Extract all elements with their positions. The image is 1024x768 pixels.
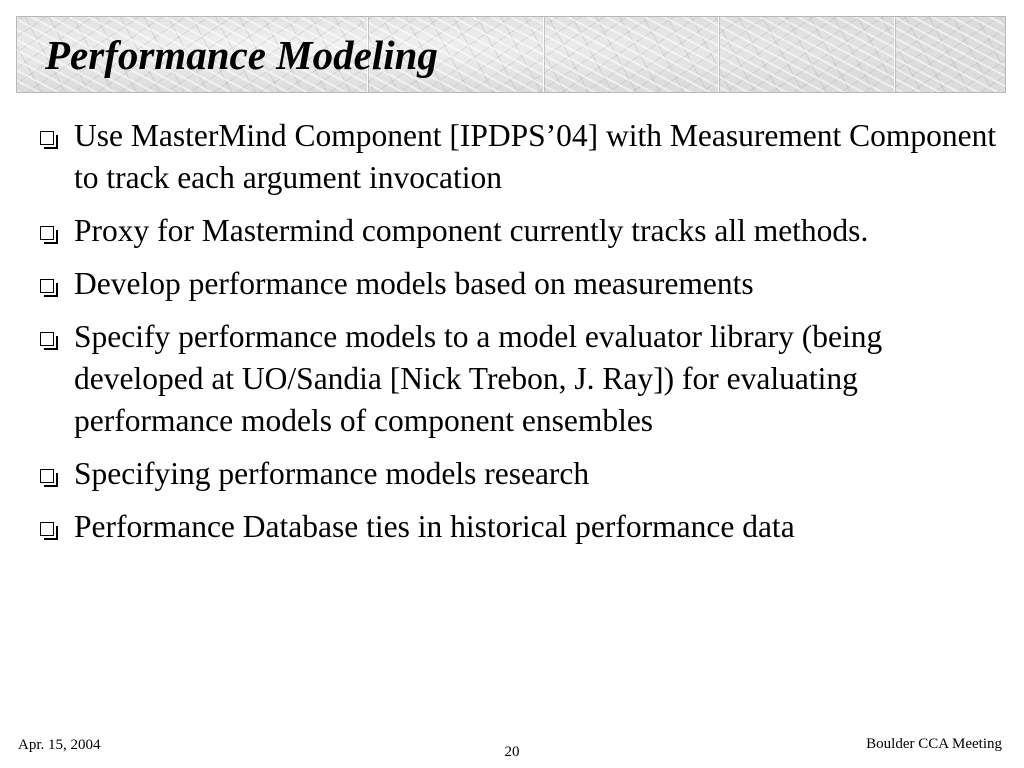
bullet-text: Proxy for Mastermind component currently tracks all methods. xyxy=(74,213,869,248)
bullet-text: Specify performance models to a model evaluator library (being developed at UO/Sandia [Nick Trebon, J. Ray]) for evaluating performance models of component ensembles xyxy=(74,319,883,438)
footer-event-name: Boulder CCA Meeting xyxy=(866,736,1002,752)
bullet-text: Develop performance models based on measurements xyxy=(74,266,754,301)
square-bullet-icon xyxy=(40,131,54,145)
title-banner xyxy=(16,16,1006,93)
banner-tile-seam xyxy=(894,17,895,92)
bullet-text: Specifying performance models research xyxy=(74,456,590,491)
footer-date: Apr. 15, 2004 xyxy=(18,737,101,753)
slide-title: Performance Modeling xyxy=(45,32,438,78)
square-bullet-icon xyxy=(40,522,54,536)
bullet-item xyxy=(40,210,1010,252)
bullet-list xyxy=(40,115,1010,559)
bullet-text: Performance Database ties in historical performance data xyxy=(74,509,795,544)
banner-tile-seam xyxy=(718,17,719,92)
page-number: 20 xyxy=(504,744,520,760)
square-bullet-icon xyxy=(40,332,54,346)
square-bullet-icon xyxy=(40,469,54,483)
bullet-text: Use MasterMind Component [IPDPS’04] with Measurement Component to track each argument invocation xyxy=(74,118,997,195)
banner-tile-seam xyxy=(543,17,544,92)
square-bullet-icon xyxy=(40,279,54,293)
bullet-item xyxy=(40,506,1010,548)
bullet-item xyxy=(40,115,1010,199)
square-bullet-icon xyxy=(40,226,54,240)
bullet-item xyxy=(40,316,1010,442)
bullet-item xyxy=(40,453,1010,495)
bullet-item xyxy=(40,263,1010,305)
